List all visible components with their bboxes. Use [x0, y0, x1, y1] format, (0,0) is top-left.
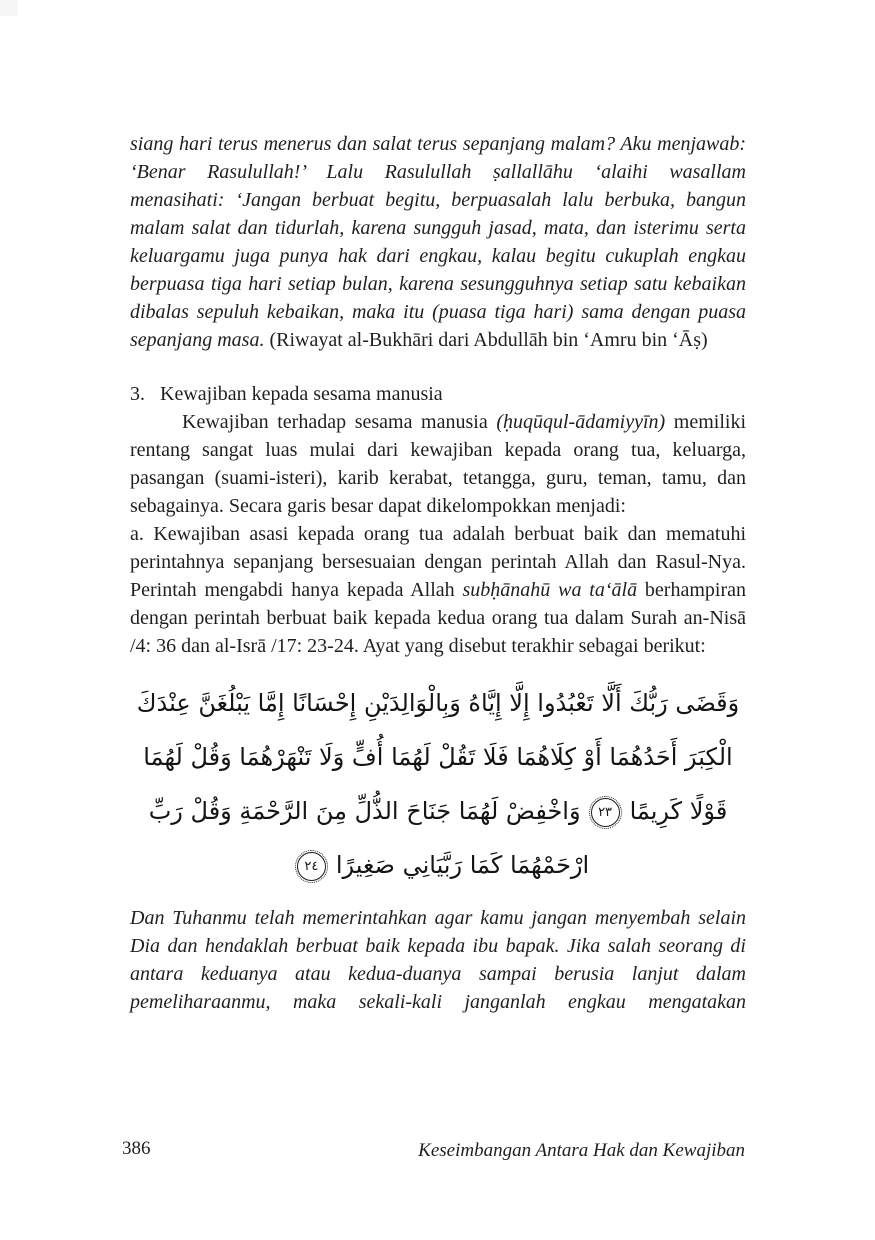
- paragraph3-text-before: a. Kewajiban asasi kepada orang tua adalah berbuat baik dan mematuhi perintahnya sepanjang bersesuaian dengan perintah Allah dan Rasul-Nya. Perintah mengabdi hanya kepada Allah: [130, 523, 746, 601]
- scan-artifact: [0, 0, 18, 16]
- section-number: 3.: [130, 383, 145, 405]
- verse-translation-paragraph: Dan Tuhanmu telah memerintahkan agar kamu jangan menyembah selain Dia dan hendaklah berbuat baik kepada ibu bapak. Jika salah seorang di antara keduanya atau kedua-duanya sampai berusia lanjut dalam pemeliharaanmu, maka sekali-kali janganlah engkau mengatakan: [130, 907, 746, 1013]
- paragraph2-text-before: Kewajiban terhadap sesama manusia: [182, 411, 497, 433]
- quran-line-4-text: ارْحَمْهُمَا كَمَا رَبَّيَانِي صَغِيرًا: [335, 851, 590, 879]
- paragraph3-arabic-term: subḥānahū wa ta‘ālā: [462, 579, 638, 601]
- paragraph-kewajiban-sesama: [130, 408, 746, 520]
- verse-number-23: ٢٣: [598, 804, 613, 820]
- quran-line-3-end: وَاخْفِضْ لَهُمَا جَنَاحَ الذُّلِّ مِنَ الرَّحْمَةِ وَقُلْ رَبِّ: [148, 797, 581, 825]
- paragraph-kewajiban-asasi: [130, 520, 746, 660]
- quran-line-3: [130, 784, 746, 838]
- section-title: Kewajiban kepada sesama manusia: [160, 383, 443, 405]
- running-title: Keseimbangan Antara Hak dan Kewajiban: [418, 1140, 745, 1161]
- page-text-block: [130, 130, 746, 1016]
- quran-verse-block: [130, 676, 746, 892]
- verse-number-medallion-24: [297, 852, 326, 881]
- quran-line-2: الْكِبَرَ أَحَدُهُمَا أَوْ كِلَاهُمَا فَلَا تَقُلْ لَهُمَا أُفٍّ وَلَا تَنْهَرْهُمَا وَقُلْ لَهُمَا: [143, 743, 733, 771]
- verse-number-24: ٢٤: [304, 858, 319, 874]
- paragraph2-arabic-term: (ḥuqūqul-ādamiyyīn): [496, 411, 666, 433]
- quran-line-4: [130, 838, 746, 892]
- paragraph2-text-after: memiliki rentang sangat luas mulai dari kewajiban kepada orang tua, keluarga, pasangan (suami-isteri), karib kerabat, tetangga, guru, teman, tamu, dan sebagainya. Secara garis besar dapat dikelompokkan menjadi:: [130, 411, 746, 517]
- page-number: 386: [122, 1138, 151, 1159]
- quran-line-1: وَقَضَى رَبُّكَ أَلَّا تَعْبُدُوا إِلَّا إِيَّاهُ وَبِالْوَالِدَيْنِ إِحْسَانًا إِمَّا يَبْلُغَنَّ عِنْدَكَ: [136, 689, 740, 717]
- quran-line-3-start: قَوْلًا كَرِيمًا: [629, 797, 728, 825]
- verse-number-medallion-23: [591, 798, 620, 827]
- paragraph3-text-after: berhampiran dengan perintah berbuat baik kepada kedua orang tua dalam Surah an-Nisā /4: 36 dan al-Isrā /17: 23-24. Ayat yang disebut terakhir sebagai berikut:: [130, 579, 746, 657]
- hadith-italic-text: siang hari terus menerus dan salat terus sepanjang malam? Aku menjawab: ‘Benar Rasulullah!’ Lalu Rasulullah ṣallallāhu ‘alaihi wasallam menasihati: ‘Jangan berbuat begitu, berpuasalah lalu berbuka, bangun malam salat dan tidurlah, karena sungguh jasad, mata, dan isterimu serta keluargamu juga punya hak dari engkau, kalau begitu cukuplah engkau berpuasa tiga hari setiap bulan, karena sesungguhnya setiap satu kebaikan dibalas sepuluh kebaikan, maka itu (puasa tiga hari) sama dengan puasa sepanjang masa.: [130, 133, 746, 351]
- hadith-source-citation: (Riwayat al-Bukhāri dari Abdullāh bin ‘Amru bin ‘Āṣ): [264, 329, 708, 351]
- hadith-paragraph: [130, 130, 746, 354]
- section-heading: [130, 380, 746, 408]
